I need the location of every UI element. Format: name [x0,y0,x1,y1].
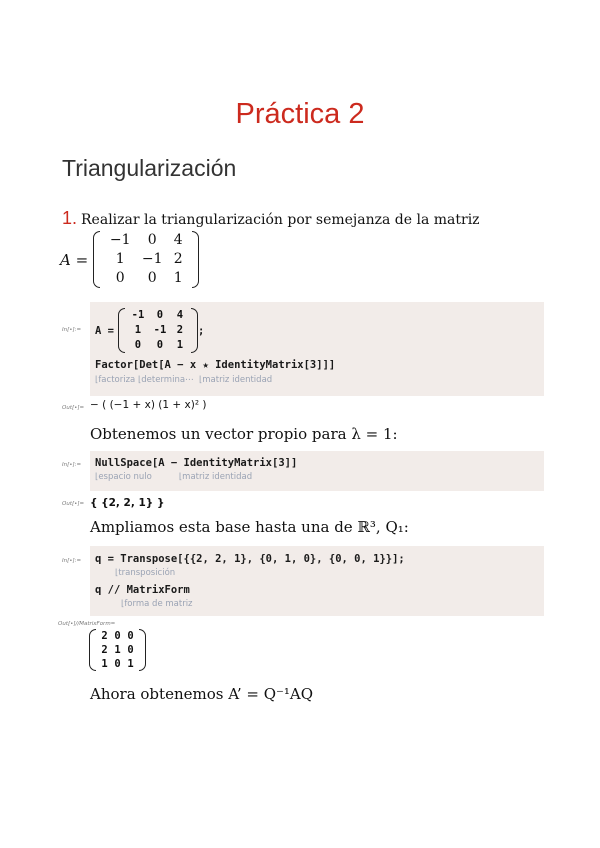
matrix-entry: 1 [114,644,121,656]
matrix-entry: 0 [147,270,157,286]
matrix-entry: 4 [173,232,183,248]
matrix-entry: 0 [127,644,134,656]
input-line-1 [95,308,204,353]
matrix-entry: −1 [109,232,131,248]
output-value-2: { {2, 2, 1} } [90,497,165,509]
output-label: Out[•]= [62,501,85,507]
explanation-text: Ampliamos esta base hasta una de ℝ³, Q₁: [90,518,409,536]
input-label: In[•]:= [62,327,82,333]
explanation-text: Obtenemos un vector propio para λ = 1: [90,425,398,443]
matrix-entry: 4 [176,309,184,321]
matrix-q [89,629,146,671]
problem-statement [62,208,480,229]
matrix-entry: -1 [131,309,145,321]
explanation-text: Ahora obtenemos A’ = Q⁻¹AQ [90,685,314,703]
problem-text: Realizar la triangularización por semejanza de la matriz [81,212,480,228]
matrix-entry: 0 [156,309,164,321]
input-line-2: q // MatrixForm [95,584,190,596]
matrix-lhs: A = [60,250,89,269]
problem-number: 1. [62,208,78,228]
matrix-entry: 0 [147,232,157,248]
input-line-1: NullSpace[A − IdentityMatrix[3]] [95,457,298,469]
matrix-entry: 0 [156,339,164,351]
matrix-entry: 2 [176,324,184,336]
matrix-entry: 1 [115,251,125,267]
input-label: In[•]:= [62,462,82,468]
input-line-2: Factor[Det[A − x ★ IdentityMatrix[3]]] [95,359,336,371]
matrix-entry: 1 [101,658,108,670]
matrix-entry: 1 [134,324,142,336]
function-hints: ⌊espacio nulo ⌊matriz identidad [95,472,253,482]
matrix-entry: 0 [134,339,142,351]
matrix-entry: 2 [101,644,108,656]
matrix-entry: 1 [173,270,183,286]
input-line-1: q = Transpose[{{2, 2, 1}, {0, 1, 0}, {0, 0, 1}}]; [95,553,405,565]
matrix-entry: 2 [173,251,183,267]
section-heading: Triangularización [62,155,237,181]
matrix-entry: 0 [114,630,121,642]
input-cell-3[interactable] [90,546,544,616]
input-cell-2[interactable] [90,451,544,491]
output-label: Out[•]//MatrixForm= [58,621,116,627]
matrix-a [93,231,199,288]
code-assign: A = [95,324,114,337]
matrix-entry: 2 [101,630,108,642]
matrix-entry: 0 [127,630,134,642]
matrix-entry: 1 [176,339,184,351]
matrix-entry: 0 [115,270,125,286]
output-matrix-q [89,629,146,671]
output-label: Out[•]= [62,405,85,411]
function-hints: ⌊factoriza ⌊determina⋯ ⌊matriz identidad [95,375,273,385]
matrix-entry: 1 [127,658,134,670]
matrix-entry: 0 [114,658,121,670]
input-label: In[•]:= [62,558,82,564]
code-matrix [118,308,198,353]
function-hint: ⌊forma de matriz [121,599,193,609]
matrix-entry: -1 [153,324,167,336]
page-title: Práctica 2 [235,98,365,130]
input-cell-1[interactable] [90,302,544,396]
matrix-entry: −1 [141,251,163,267]
output-value-1: − ( (−1 + x) (1 + x)² ) [90,399,207,411]
code-semicolon: ; [197,324,205,337]
function-hint: ⌊transposición [115,568,176,578]
matrix-definition [60,231,199,288]
